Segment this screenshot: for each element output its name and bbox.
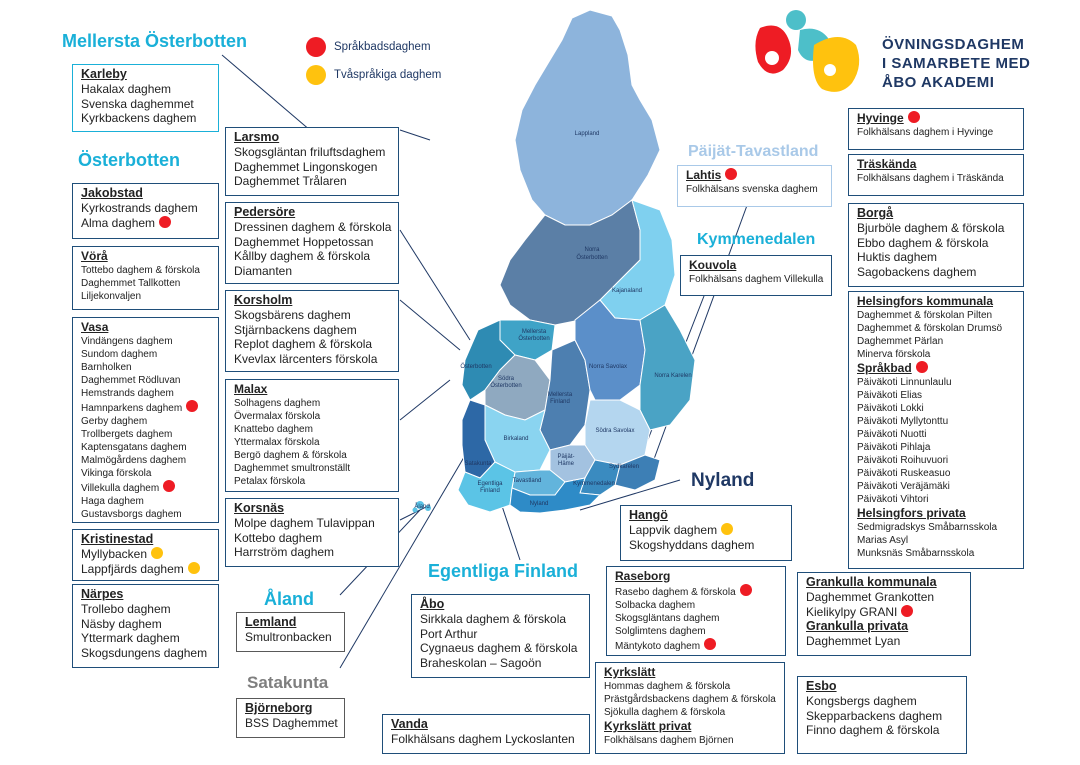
box-vasa: [72, 317, 219, 523]
list-item: Tottebo daghem & förskola: [81, 265, 200, 276]
red-dot-icon: [163, 480, 175, 492]
list-item: Molpe daghem Tulavippan: [234, 516, 375, 530]
list-item: Sjökulla daghem & förskola: [604, 707, 726, 718]
list-item: Harrström daghem: [234, 545, 335, 560]
box-lahtis: [677, 165, 832, 207]
list-item: Munksnäs Småbarnsskola: [857, 548, 975, 559]
list-item: Hamnparkens daghem: [81, 400, 213, 415]
list-item: BSS Daghemmet: [245, 716, 338, 730]
list-item: Bergö daghem & förskola: [234, 450, 347, 461]
list-item: Päiväkoti Linnunlaulu: [857, 377, 952, 388]
list-item: Päiväkoti Nuotti: [857, 429, 927, 440]
box-title-karleby: Karleby: [81, 67, 127, 81]
map-label-tavastland: Tavastland: [512, 478, 542, 484]
list-item: Solglimtens daghem: [615, 626, 706, 637]
list-item: Rasebo daghem & förskola: [615, 584, 780, 599]
map-label-norra-karelen: Norra Karelen: [654, 373, 692, 379]
box-vanda: [382, 714, 590, 754]
list-item: Malmögårdens daghem: [81, 455, 187, 466]
list-item: Braheskolan – Sagoön: [420, 655, 542, 670]
map-label-nyland: Nyland: [529, 501, 549, 507]
box-title-jakobstad: Jakobstad: [81, 186, 143, 200]
list-item: Minerva förskola: [857, 349, 931, 360]
box-title-lemland: Lemland: [245, 615, 297, 629]
list-item: Daghemmet & förskolan Drumsö: [857, 323, 1003, 334]
list-item: Hakalax daghem: [81, 82, 172, 96]
list-item: Kyrkostrands daghem: [81, 201, 198, 215]
map-label-lappland: Lappland: [574, 131, 600, 137]
list-item: Liljekonvaljen: [81, 291, 142, 302]
logo-text: ÖVNINGSDAGHEM I SAMARBETE MED ÅBO AKADEMI: [882, 36, 1031, 91]
list-item: Petalax förskola: [234, 476, 306, 487]
region-lappland: [515, 10, 660, 225]
map-label-sodra-osterbotten-1: Södra: [497, 376, 515, 382]
map-label-norra-osterbotten-2: Österbotten: [576, 255, 608, 261]
box-grankulla: [797, 572, 971, 656]
list-item: Finno daghem & förskola: [806, 723, 940, 738]
list-item: Diamanten: [234, 263, 293, 278]
box-title-raseborg: Raseborg: [615, 569, 671, 583]
red-dot-icon: [159, 216, 171, 228]
list-item: Kongsbergs daghem: [806, 694, 917, 708]
box-title-hyvinge: Hyvinge: [857, 111, 1018, 126]
list-item: Skogshyddans daghem: [629, 537, 755, 552]
box-subtitle-kyrkslatt-privat: Kyrkslätt privat: [604, 719, 692, 733]
list-item: Folkhälsans daghem i Hyvinge: [857, 127, 994, 138]
list-item: Päiväkoti Myllytonttu: [857, 416, 949, 427]
box-title-malax: Malax: [234, 382, 268, 396]
box-title-vora: Vörå: [81, 249, 108, 263]
box-title-grankulla-kommunala: Grankulla kommunala: [806, 575, 937, 589]
red-dot-icon: [704, 638, 716, 650]
list-item: Folkhälsans daghem Lyckoslanten: [391, 732, 575, 746]
list-item: Lappfjärds daghem: [81, 562, 213, 577]
map-label-kajanaland: Kajanaland: [611, 288, 643, 294]
map-label-sodra-osterbotten-2: Österbotten: [490, 383, 522, 389]
list-item: Replot daghem & förskola: [234, 337, 373, 352]
list-item: Prästgårdsbackens daghem & förskola: [604, 694, 776, 705]
box-borga: [848, 203, 1024, 287]
list-item: Huktis daghem: [857, 250, 938, 265]
box-title-vanda: Vanda: [391, 717, 428, 731]
box-title-kouvola: Kouvola: [689, 258, 737, 272]
box-narpes: [72, 584, 219, 668]
box-subtitle-helsingfors-privata: Helsingfors privata: [857, 506, 966, 520]
list-item: Mäntykoto daghem: [615, 638, 780, 653]
map-label-norra-osterbotten-1: Norra: [584, 247, 600, 253]
list-item: Daghemmet Trålaren: [234, 174, 347, 189]
yellow-dot-icon: [721, 523, 733, 535]
map-label-satakunta: Satakunta: [464, 461, 492, 467]
list-item: Villekulla daghem: [81, 480, 213, 495]
yellow-dot-icon: [306, 65, 326, 85]
region-heading-egentliga-finland: Egentliga Finland: [428, 561, 579, 581]
box-helsingfors: [848, 291, 1024, 569]
box-abo: [411, 594, 590, 678]
list-item: Päiväkoti Roihuvuori: [857, 455, 949, 466]
map-label-osterbotten: Österbotten: [460, 364, 492, 370]
box-jakobstad: [72, 183, 219, 239]
map-label-sodra-savolax: Södra Savolax: [595, 428, 635, 434]
list-item: Svenska daghemmet: [81, 96, 194, 111]
box-title-narpes: Närpes: [81, 587, 124, 601]
box-title-esbo: Esbo: [806, 679, 837, 693]
list-item: Ebbo daghem & förskola: [857, 235, 989, 250]
box-malax: [225, 379, 399, 492]
list-item: Marias Asyl: [857, 535, 909, 546]
red-dot-icon: [740, 584, 752, 596]
map-label-birkaland: Birkaland: [503, 436, 529, 442]
list-item: Lappvik daghem: [629, 523, 786, 538]
region-heading-nyland: Nyland: [691, 470, 755, 491]
box-subtitle-grankulla-privata: Grankulla privata: [806, 619, 909, 634]
list-item: Skepparbackens daghem: [806, 708, 943, 723]
list-item: Kvevlax lärcenters förskola: [234, 351, 378, 366]
map-label-sydkarelen: Sydkarelen: [608, 464, 640, 470]
list-item: Skogsdungens daghem: [81, 645, 208, 660]
list-item: Daghemmet & förskolan Pilten: [857, 310, 993, 321]
list-item: Daghemmet smultronställt: [234, 463, 351, 474]
yellow-dot-icon: [151, 547, 163, 559]
list-item: Yttermalax förskola: [234, 437, 320, 448]
list-item: Kottebo daghem: [234, 530, 323, 545]
box-subtitle-sprakbad: Språkbad: [857, 361, 1018, 376]
box-raseborg: [606, 566, 786, 656]
list-item: Daghemmet Hoppetossan: [234, 234, 374, 249]
list-item: Bjurböle daghem & förskola: [857, 221, 1005, 235]
list-item: Hommas daghem & förskola: [604, 681, 731, 692]
list-item: Cygnaeus daghem & förskola: [420, 641, 578, 656]
box-esbo: [797, 676, 967, 754]
list-item: Kaptensgatans daghem: [81, 442, 187, 453]
list-item: Daghemmet Pärlan: [857, 336, 944, 347]
map-label-mellersta-osterbotten-2: Österbotten: [518, 336, 550, 342]
list-item: Päiväkoti Lokki: [857, 403, 924, 414]
box-title-korsholm: Korsholm: [234, 293, 293, 307]
box-title-pedersore: Pedersöre: [234, 205, 296, 219]
map-label-mellersta-finland-1: Mellersta: [547, 392, 573, 398]
list-item: Gerby daghem: [81, 416, 148, 427]
box-title-abo: Åbo: [420, 597, 445, 611]
list-item: Smultronbacken: [245, 630, 332, 644]
list-item: Alma daghem: [81, 216, 213, 231]
box-title-korsnas: Korsnäs: [234, 501, 285, 515]
red-dot-icon: [908, 111, 920, 123]
list-item: Trollbergets daghem: [81, 429, 173, 440]
box-hyvinge: [848, 108, 1024, 150]
list-item: Stjärnbackens daghem: [234, 322, 357, 337]
box-title-lahtis: Lahtis: [686, 168, 826, 183]
legend-item-sprakbad: Språkbadsdaghem: [306, 37, 431, 57]
red-dot-icon: [916, 361, 928, 373]
red-dot-icon: [901, 605, 913, 617]
region-heading-osterbotten: Österbotten: [78, 150, 181, 170]
list-item: Näsby daghem: [81, 616, 162, 631]
list-item: Sundom daghem: [81, 349, 158, 360]
box-title-traskanda: Träskända: [857, 157, 917, 171]
box-korsholm: [225, 290, 399, 372]
box-kristinestad: [72, 529, 219, 581]
list-item: Vikinga förskola: [81, 468, 152, 479]
box-kouvola: [680, 255, 832, 296]
list-item: Daghemmet Tallkotten: [81, 278, 181, 289]
list-item: Vindängens daghem: [81, 336, 173, 347]
list-item: Skogsgläntans daghem: [615, 613, 720, 624]
list-item: Barnholken: [81, 362, 132, 373]
logo-mark: [755, 10, 859, 92]
yellow-dot-icon: [188, 562, 200, 574]
box-title-borga: Borgå: [857, 206, 894, 220]
box-title-hango: Hangö: [629, 508, 668, 522]
box-traskanda: [848, 154, 1024, 196]
list-item: Sedmigradskys Småbarnsskola: [857, 522, 998, 533]
list-item: Folkhälsans svenska daghem: [686, 184, 818, 195]
box-title-bjorneborg: Björneborg: [245, 701, 313, 715]
list-item: Skogsgläntan friluftsdaghem: [234, 145, 386, 159]
box-vora: [72, 246, 219, 310]
box-korsnas: [225, 498, 399, 567]
box-lemland: [236, 612, 345, 652]
list-item: Sirkkala daghem & förskola: [420, 612, 567, 626]
list-item: Haga daghem: [81, 496, 144, 507]
list-item: Hemstrands daghem: [81, 388, 174, 399]
list-item: Daghemmet Rödluvan: [81, 375, 181, 386]
list-item: Folkhälsans daghem Björnen: [604, 735, 734, 746]
box-title-larsmo: Larsmo: [234, 130, 280, 144]
region-norra-karelen: [640, 305, 695, 430]
list-item: Daghemmet Lyan: [806, 634, 901, 649]
list-item: Daghemmet Lingonskogen: [234, 159, 378, 174]
region-heading-kymmenedalen: Kymmenedalen: [697, 231, 816, 248]
map-label-egentliga-finland-2: Finland: [480, 488, 500, 494]
map-label-mellersta-finland-2: Finland: [550, 399, 570, 405]
list-item: Knattebo daghem: [234, 424, 313, 435]
box-title-kyrkslatt: Kyrkslätt: [604, 665, 656, 679]
list-item: Övermalax förskola: [234, 411, 321, 422]
list-item: Yttermark daghem: [81, 631, 180, 646]
list-item: Kyrkbackens daghem: [81, 111, 197, 126]
box-hango: [620, 505, 792, 561]
box-title-vasa: Vasa: [81, 320, 109, 334]
list-item: Folkhälsans daghem i Träskända: [857, 173, 1004, 184]
box-karleby: [72, 64, 219, 132]
box-bjorneborg: [236, 698, 345, 738]
map-label-paijat-hame-2: Häme: [557, 461, 575, 467]
map-label-egentliga-finland-1: Egentliga: [477, 481, 503, 487]
box-title-helsingfors-kommunala: Helsingfors kommunala: [857, 294, 994, 308]
list-item: Folkhälsans daghem Villekulla: [689, 274, 824, 285]
list-item: Sagobackens daghem: [857, 264, 977, 279]
list-item: Päiväkoti Veräjämäki: [857, 481, 950, 492]
list-item: Dressinen daghem & förskola: [234, 220, 392, 234]
list-item: Päiväkoti Elias: [857, 390, 923, 401]
list-item: Daghemmet Grankotten: [806, 590, 935, 604]
list-item: Gustavsborgs daghem: [81, 509, 182, 520]
red-dot-icon: [725, 168, 737, 180]
map-label-norra-savolax: Norra Savolax: [588, 364, 628, 370]
list-item: Päiväkoti Pihlaja: [857, 442, 931, 453]
red-dot-icon: [306, 37, 326, 57]
region-heading-paijat-tavastland: Päijät-Tavastland: [688, 143, 819, 160]
list-item: Päiväkoti Vihtori: [857, 494, 929, 505]
box-larsmo: [225, 127, 399, 196]
list-item: Myllybacken: [81, 547, 213, 562]
map-label-mellersta-osterbotten-1: Mellersta: [521, 329, 547, 335]
box-kyrkslatt: [595, 662, 785, 754]
list-item: Port Arthur: [420, 626, 478, 641]
list-item: Kielikylpy GRANI: [806, 605, 965, 620]
red-dot-icon: [186, 400, 198, 412]
list-item: Trollebo daghem: [81, 602, 171, 616]
map-label-aland: Åland: [414, 504, 430, 510]
region-heading-aland: Åland: [264, 589, 315, 609]
list-item: Skogsbärens daghem: [234, 308, 351, 322]
list-item: Solhagens daghem: [234, 398, 321, 409]
list-item: Kållby daghem & förskola: [234, 249, 371, 264]
map-label-kymmenedalen: Kymmenedalen: [573, 481, 615, 487]
box-pedersore: [225, 202, 399, 284]
box-title-kristinestad: Kristinestad: [81, 532, 154, 546]
region-heading-satakunta: Satakunta: [247, 673, 329, 692]
region-heading-mellersta-osterbotten: Mellersta Österbotten: [62, 31, 248, 51]
legend-item-tvasprakiga: Tvåspråkiga daghem: [306, 65, 441, 85]
list-item: Solbacka daghem: [615, 600, 696, 611]
list-item: Päiväkoti Ruskeasuo: [857, 468, 951, 479]
map-label-paijat-hame-1: Päijät-: [557, 454, 575, 460]
